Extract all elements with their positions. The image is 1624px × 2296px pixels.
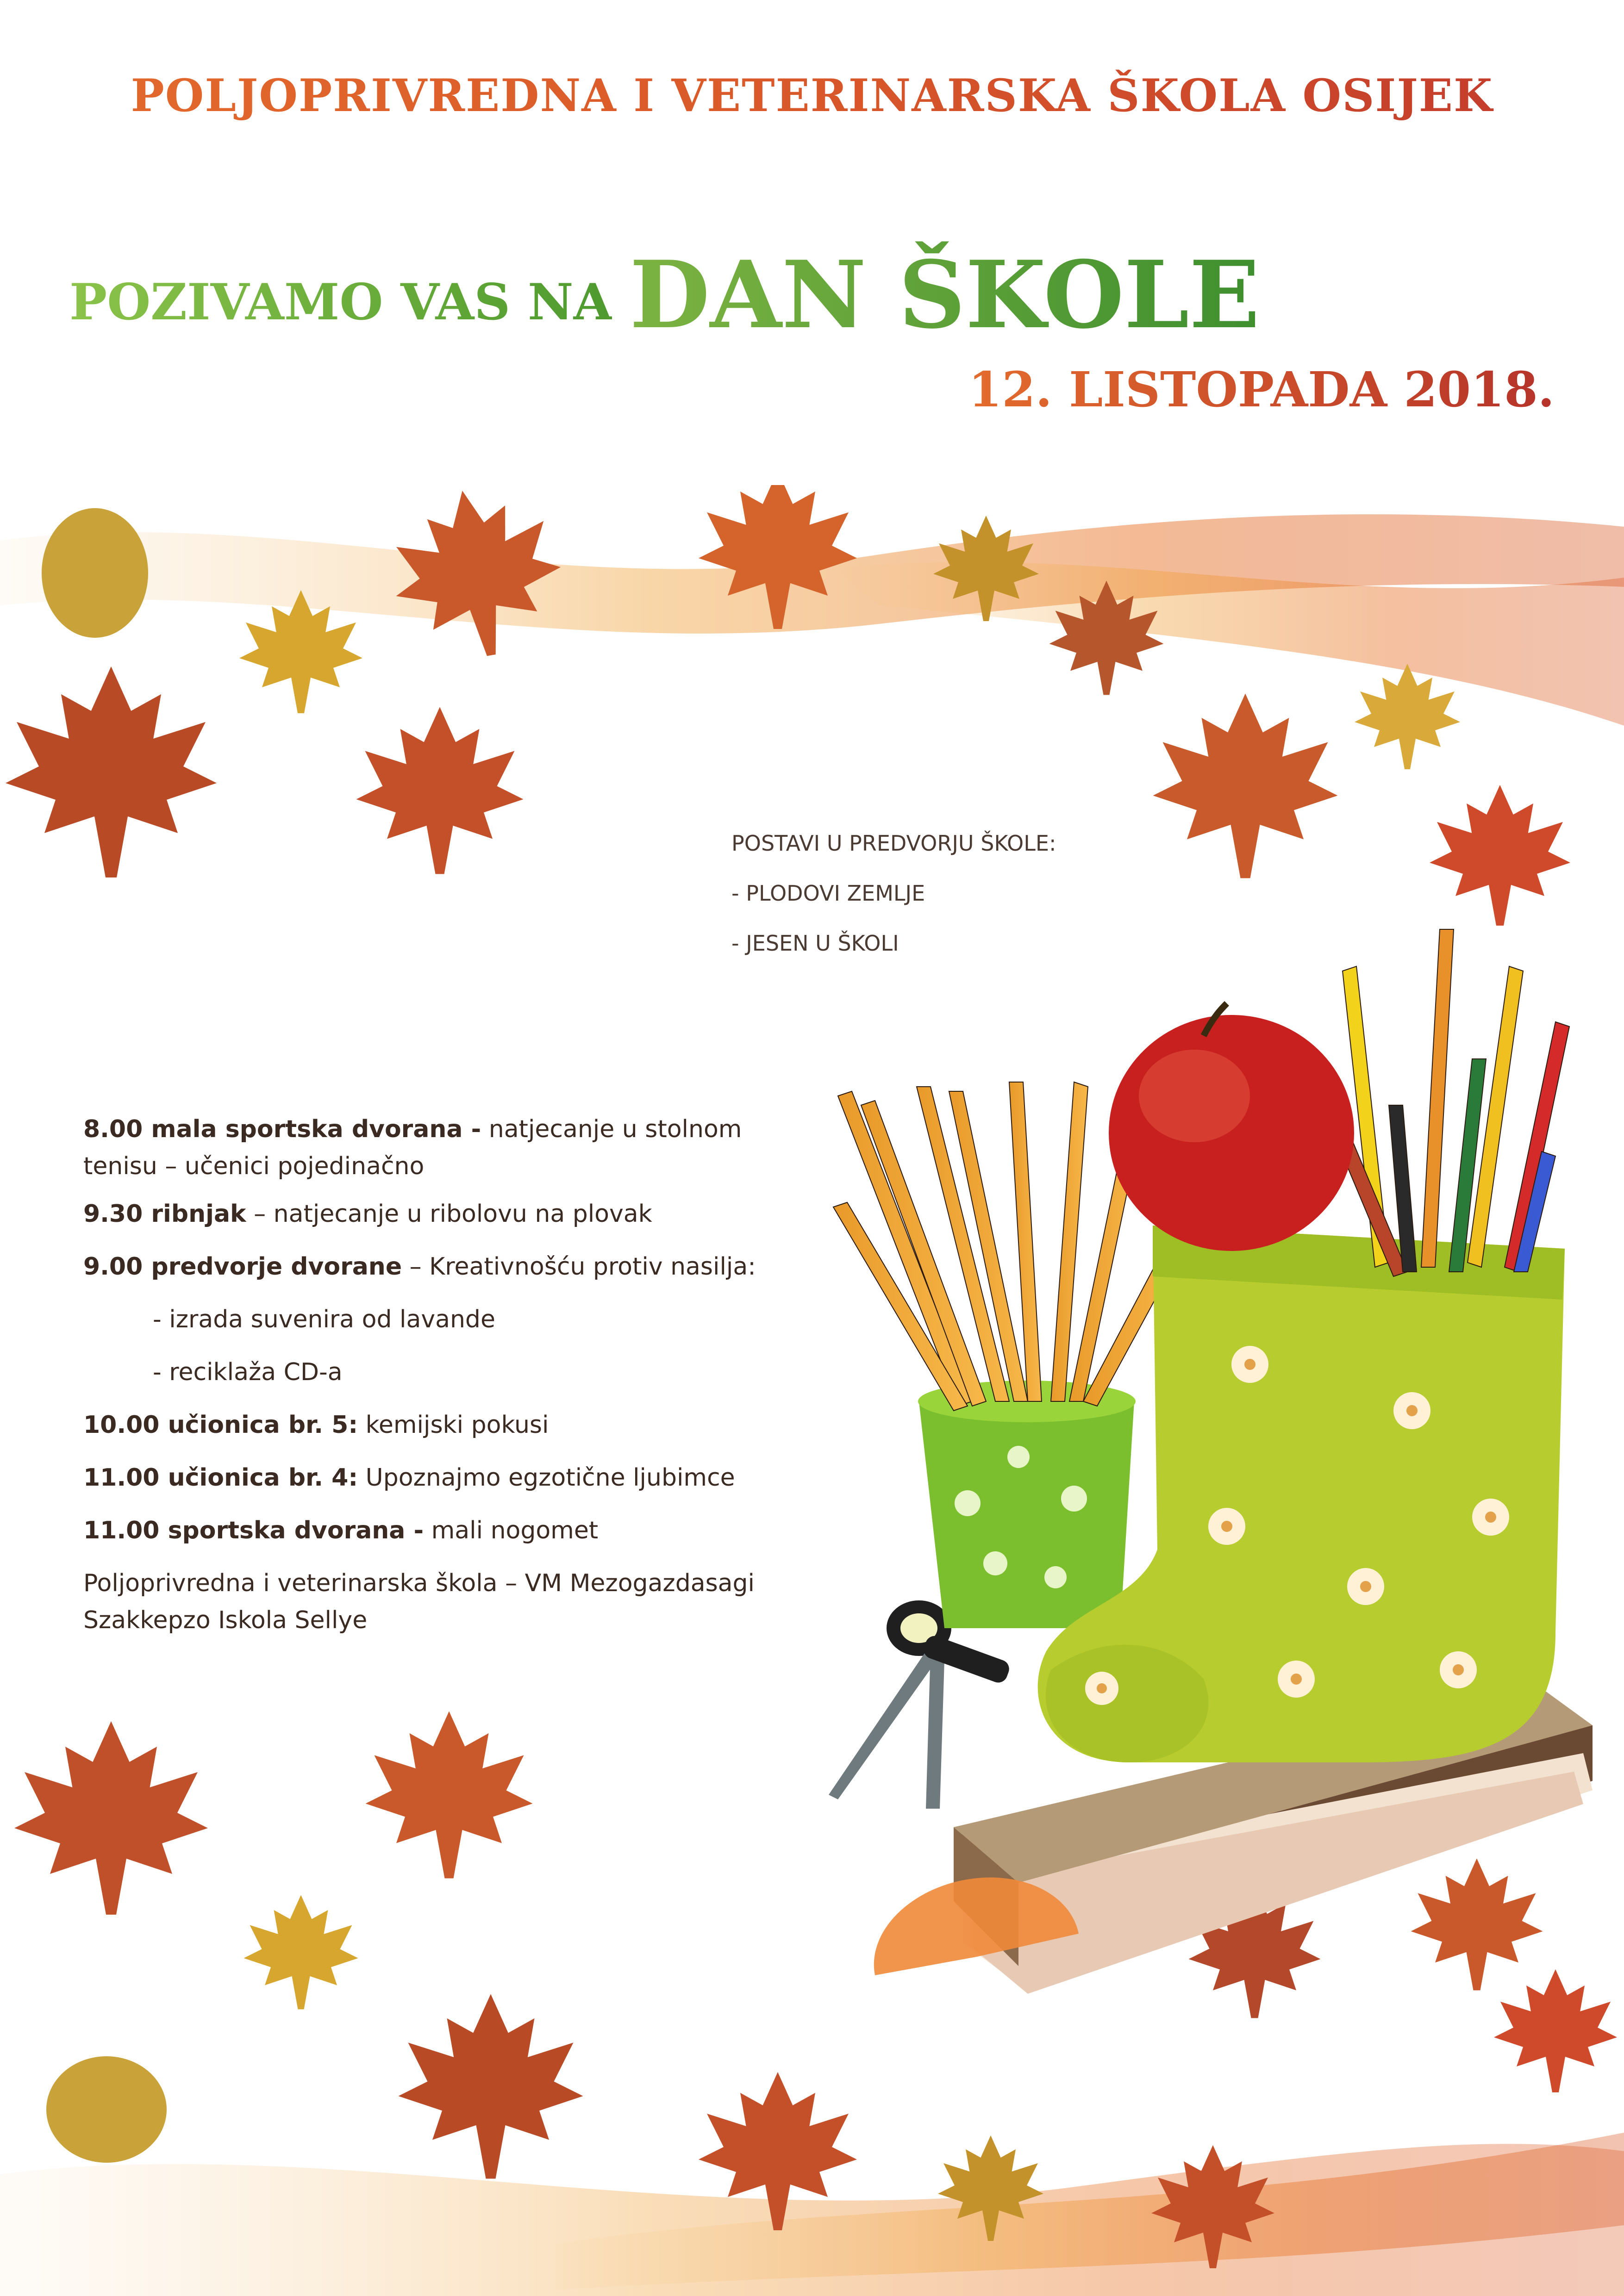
school-name: POLJOPRIVREDNA I VETERINARSKA ŠKOLA OSIJEK <box>0 69 1624 122</box>
program-item <box>83 1195 796 1232</box>
program-item <box>83 1111 796 1185</box>
partner-line: Szakkepzo Iskola Sellye <box>83 1606 368 1634</box>
program-item <box>83 1406 796 1444</box>
exhibitions-heading: POSTAVI U PREDVORJU ŠKOLE: <box>731 831 1056 856</box>
partner-line: Poljoprivredna i veterinarska škola – VM Mezogazdasagi <box>83 1569 755 1597</box>
program-item <box>83 1512 796 1549</box>
exhibition-item: - PLODOVI ZEMLJE <box>731 881 925 906</box>
program-time-place: 10.00 učionica br. 5: <box>83 1411 358 1439</box>
workshop-item: - izrada suvenira od lavande <box>153 1306 495 1333</box>
program-description: kemijski pokusi <box>358 1411 549 1439</box>
program-time-place: 11.00 učionica br. 4: <box>83 1464 358 1492</box>
program-time-place: 8.00 mala sportska dvorana - <box>83 1115 481 1143</box>
program-description: Upoznajmo egzotične ljubimce <box>358 1464 735 1492</box>
program-description: – natjecanje u ribolovu na plovak <box>246 1200 652 1228</box>
event-title: DAN ŠKOLE <box>630 241 1260 349</box>
program-description: natjecanje u stolnom tenisu – učenici pojedinačno <box>83 1115 742 1180</box>
program-item <box>83 1459 796 1496</box>
program-item <box>83 1248 796 1285</box>
invite-prefix: POZIVAMO VAS NA <box>69 273 612 331</box>
exhibition-item: - JESEN U ŠKOLI <box>731 931 899 956</box>
program-time-place: 9.30 ribnjak <box>83 1200 246 1228</box>
workshop-item: - reciklaža CD-a <box>153 1358 343 1386</box>
program-description: mali nogomet <box>424 1517 599 1544</box>
event-date: 12. LISTOPADA 2018. <box>968 361 1555 418</box>
program-description: – Kreativnošću protiv nasilja: <box>402 1253 756 1281</box>
program-time-place: 9.00 predvorje dvorane <box>83 1253 402 1281</box>
program-time-place: 11.00 sportska dvorana - <box>83 1517 424 1544</box>
